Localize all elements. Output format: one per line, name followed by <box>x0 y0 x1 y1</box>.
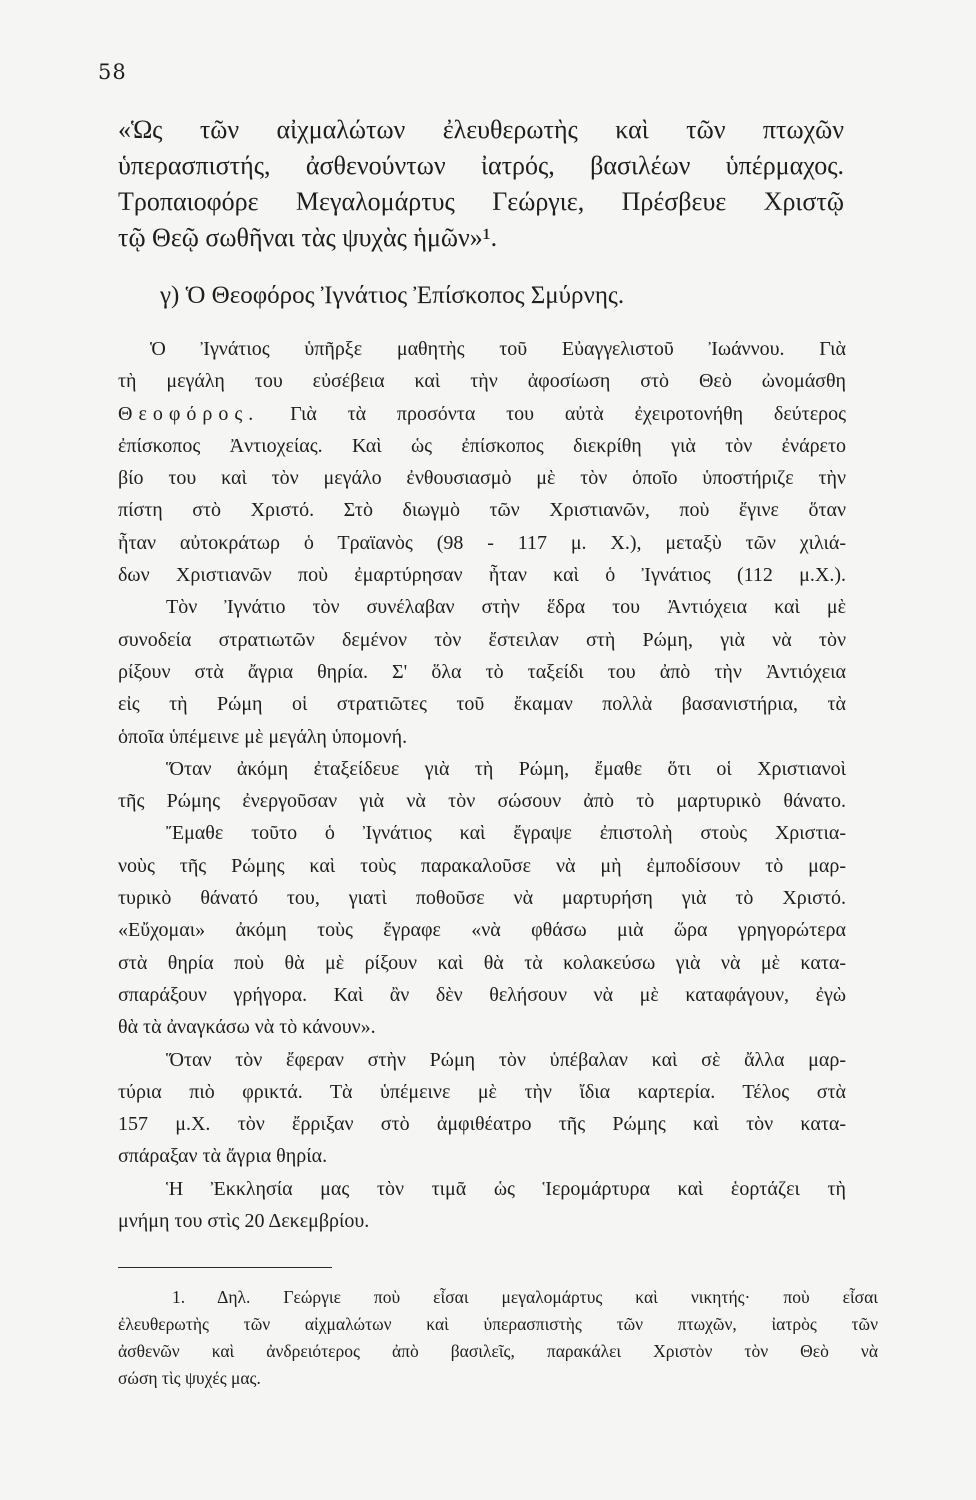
text-line: Ὅταν ἀκόμη ἐταξείδευε γιὰ τὴ Ρώμη, ἔμαθε ὅτι οἱ Χριστιανοὶ <box>166 757 846 780</box>
hymn-line: Τροπαιοφόρε Μεγαλομάρτυς Γεώργιε, Πρέσβευε Χριστῷ <box>118 187 844 216</box>
text-line <box>118 398 846 430</box>
text-line: ρίξουν στὰ ἄγρια θηρία. Σ' ὅλα τὸ ταξείδι του ἀπὸ τὴν Ἀντιόχεια <box>118 660 846 683</box>
text-line: θὰ τὰ ἀναγκάσω νὰ τὸ κάνουν». <box>118 1016 376 1039</box>
text-line: νοὺς τῆς Ρώμης καὶ τοὺς παρακαλοῦσε νὰ μὴ ἐμποδίσουν τὸ μαρ- <box>118 854 846 877</box>
text-line: Ἡ Ἐκκλησία μας τὸν τιμᾶ ὡς Ἱερομάρτυρα καὶ ἑορτάζει τὴ <box>166 1177 846 1200</box>
text-line: Τὸν Ἰγνάτιο τὸν συνέλαβαν στὴν ἕδρα του Ἀντιόχεια καὶ μὲ <box>166 596 846 619</box>
text-line: συνοδεία στρατιωτῶν δεμένον τὸν ἔστειλαν στὴ Ρώμη, γιὰ νὰ τὸν <box>118 628 846 651</box>
footnote-line: ἐλευθερωτὴς τῶν αἰχμαλώτων καὶ ὑπερασπιστὴς τῶν πτωχῶν, ἰατρὸς τῶν <box>118 1314 878 1334</box>
text-line: δων Χριστιανῶν ποὺ ἐμαρτύρησαν ἦταν καὶ ὁ Ἰγνάτιος (112 μ.Χ.). <box>118 564 846 587</box>
footnote-line: 1. Δηλ. Γεώργιε ποὺ εἶσαι μεγαλομάρτυς καὶ νικητής· ποὺ εἶσαι <box>172 1287 878 1307</box>
hymn-line: τῷ Θεῷ σωθῆναι τὰς ψυχὰς ἡμῶν»¹. <box>118 223 498 252</box>
footnote-line: ἀσθενῶν καὶ ἀνδρειότερος ἀπὸ βασιλεῖς, παρακάλει Χριστὸν τὸν Θεὸ νὰ <box>118 1341 878 1361</box>
text-line: σπαράξουν γρήγορα. Καὶ ἂν δὲν θελήσουν νὰ μὲ καταφάγουν, ἐγὼ <box>118 983 846 1006</box>
text-line: στὰ θηρία ποὺ θὰ μὲ ρίξουν καὶ θὰ τὰ κολακεύσω γιὰ νὰ μὲ κατα- <box>118 951 846 974</box>
text-line: βίο του καὶ τὸν μεγάλο ἐνθουσιασμὸ μὲ τὸν ὁποῖο ὑποστήριζε τὴν <box>118 467 846 490</box>
body-text <box>118 333 846 1237</box>
text-line: Ὅταν τὸν ἔφεραν στὴν Ρώμη τὸν ὑπέβαλαν καὶ σὲ ἄλλα μαρ- <box>166 1048 846 1071</box>
text-line: τύρια πιὸ φρικτά. Τὰ ὑπέμεινε μὲ τὴν ἴδια καρτερία. Τέλος στὰ <box>118 1080 846 1103</box>
section-heading: γ) Ὁ Θεοφόρος Ἰγνάτιος Ἐπίσκοπος Σμύρνης. <box>160 282 625 309</box>
text-line: ἦταν αὐτοκράτωρ ὁ Τραϊανὸς (98 - 117 μ. Χ.), μεταξὺ τῶν χιλιά- <box>118 531 846 554</box>
hymn-line: ὑπερασπιστής, ἀσθενούντων ἰατρός, βασιλέων ὑπέρμαχος. <box>118 151 844 180</box>
text-line: εἰς τὴ Ρώμη οἱ στρατιῶτες τοῦ ἔκαμαν πολλὰ βασανιστήρια, τὰ <box>118 693 846 716</box>
text-line: ὁποῖα ὑπέμεινε μὲ μεγάλη ὑπομονή. <box>118 725 408 748</box>
text-line: Ἔμαθε τοῦτο ὁ Ἰγνάτιος καὶ ἔγραψε ἐπιστολὴ στοὺς Χριστια- <box>166 822 846 845</box>
text-line: πίστη στὸ Χριστό. Στὸ διωγμὸ τῶν Χριστιανῶν, ποὺ ἔγινε ὅταν <box>118 499 846 522</box>
text-line: 157 μ.Χ. τὸν ἔρριξαν στὸ ἀμφιθέατρο τῆς Ρώμης καὶ τὸν κατα- <box>118 1113 846 1136</box>
text-segment: Γιὰ τὰ προσόντα του αὐτὰ ἐχειροτονήθη δεύτερος <box>259 402 846 425</box>
text-line: τυρικὸ θάνατό του, γιατὶ ποθοῦσε νὰ μαρτυρήση γιὰ τὸ Χριστό. <box>118 887 846 910</box>
text-line: μνήμη του στὶς 20 Δεκεμβρίου. <box>118 1210 370 1233</box>
text-line: σπάραξαν τὰ ἄγρια θηρία. <box>118 1145 328 1168</box>
footnote-divider <box>118 1267 332 1268</box>
emphasized-word: Θεοφόρος. <box>118 402 260 425</box>
footnote-line: σώση τὶς ψυχές μας. <box>118 1368 261 1388</box>
footnote <box>118 1284 878 1392</box>
hymn-line: «Ὡς τῶν αἰχμαλώτων ἐλευθερωτὴς καὶ τῶν πτωχῶν <box>118 115 844 144</box>
page-number: 58 <box>98 60 127 84</box>
hymn-quote <box>118 112 844 256</box>
text-line: Ὁ Ἰγνάτιος ὑπῆρξε μαθητὴς τοῦ Εὐαγγελιστοῦ Ἰωάννου. Γιὰ <box>150 338 846 360</box>
text-line: τὴ μεγάλη του εὐσέβεια καὶ τὴν ἀφοσίωση στὸ Θεὸ ὠνομάσθη <box>118 370 846 393</box>
text-line: «Εὔχομαι» ἀκόμη τοὺς ἔγραφε «νὰ φθάσω μιὰ ὥρα γρηγορώτερα <box>118 919 846 942</box>
text-line: ἐπίσκοπος Ἀντιοχείας. Καὶ ὡς ἐπίσκοπος διεκρίθη γιὰ τὸν ἐνάρετο <box>118 434 846 457</box>
text-line: τῆς Ρώμης ἐνεργοῦσαν γιὰ νὰ τὸν σώσουν ἀπὸ τὸ μαρτυρικὸ θάνατο. <box>118 790 846 813</box>
